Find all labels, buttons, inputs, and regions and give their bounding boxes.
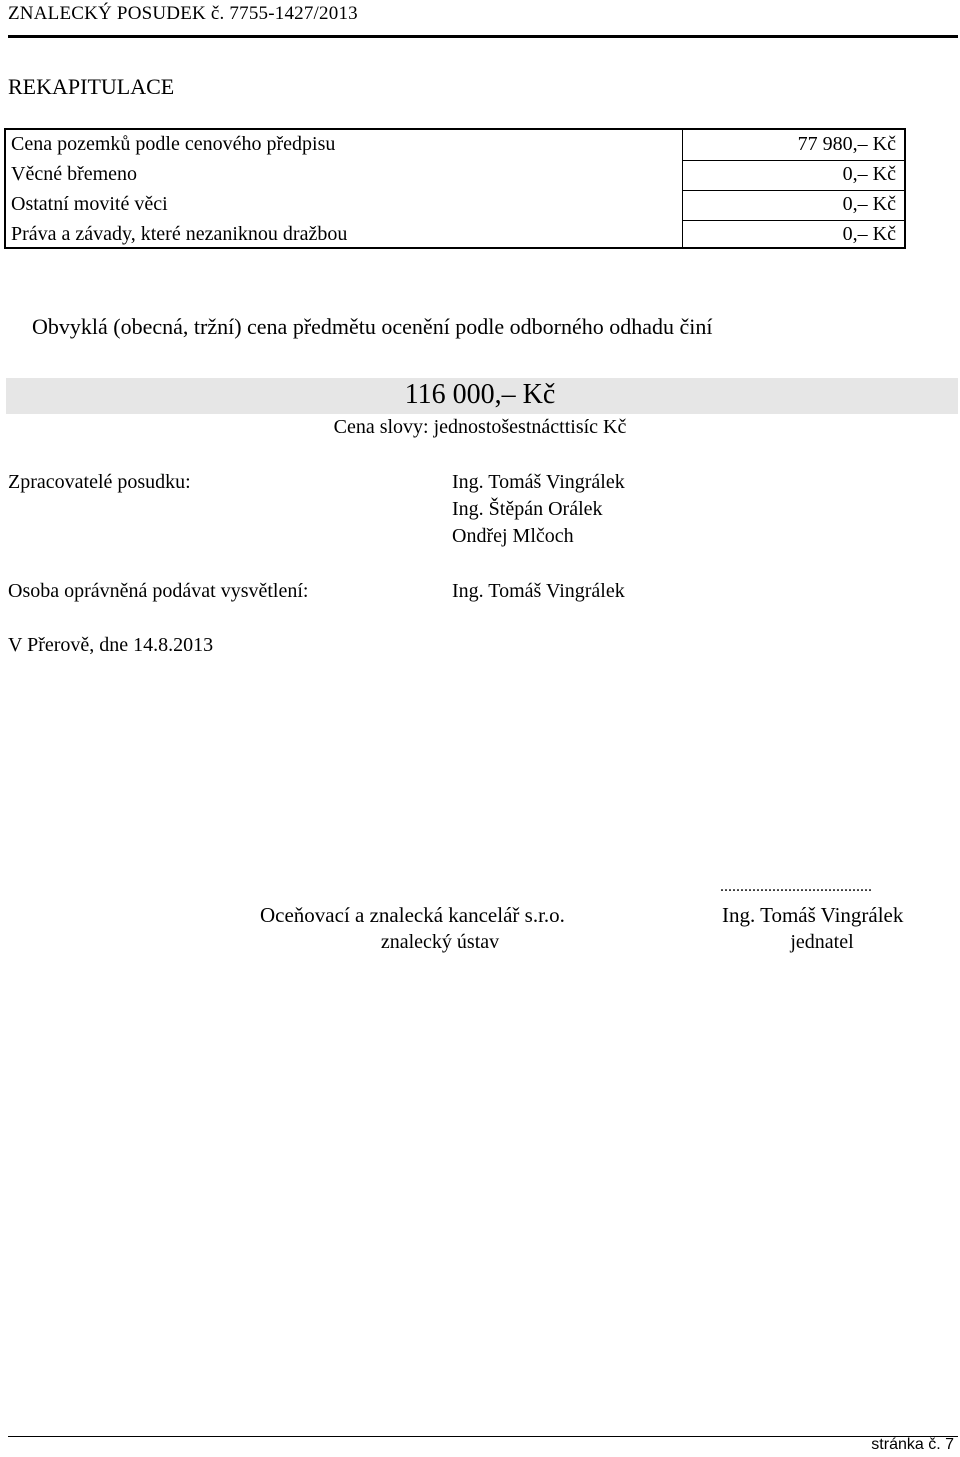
- signature-company: Oceňovací a znalecká kancelář s.r.o.: [260, 903, 565, 927]
- summary-row-label: Ostatní movité věci: [11, 193, 168, 215]
- summary-row-value: 77 980,– Kč: [797, 133, 896, 155]
- summary-row: [6, 190, 904, 220]
- processor-name: Ing. Štěpán Orálek: [452, 498, 603, 520]
- signature-dots: ......................................: [720, 878, 872, 895]
- summary-row: [6, 160, 904, 190]
- processors-label: Zpracovatelé posudku:: [8, 471, 191, 493]
- section-title: REKAPITULACE: [8, 74, 175, 99]
- processor-name: Ondřej Mlčoch: [452, 525, 574, 547]
- summary-row: [6, 130, 904, 160]
- signature-company-sub: znalecký ústav: [380, 931, 500, 953]
- summary-row-label: Cena pozemků podle cenového předpisu: [11, 133, 336, 155]
- usual-price-statement: Obvyklá (obecná, tržní) cena předmětu ocenění podle odborného odhadu činí: [32, 314, 713, 339]
- processor-name: Ing. Tomáš Vingrálek: [452, 471, 625, 493]
- summary-table: [4, 128, 906, 249]
- total-price-value: 116 000,– Kč: [404, 379, 556, 410]
- signature-person-role: jednatel: [790, 931, 854, 953]
- signature-person: Ing. Tomáš Vingrálek: [722, 903, 904, 927]
- price-in-words: Cena slovy: jednostošestnácttisíc Kč: [333, 416, 627, 438]
- document-header-title: ZNALECKÝ POSUDEK č. 7755-1427/2013: [8, 3, 358, 24]
- header-rule: [8, 35, 958, 38]
- summary-row-label: Práva a závady, které nezaniknou dražbou: [11, 223, 348, 245]
- authorized-label: Osoba oprávněná podávat vysvětlení:: [8, 580, 309, 602]
- summary-row-value: 0,– Kč: [842, 223, 896, 245]
- summary-row-value: 0,– Kč: [842, 163, 896, 185]
- place-date: V Přerově, dne 14.8.2013: [8, 634, 214, 656]
- page-number: stránka č. 7: [871, 1436, 954, 1453]
- summary-row-value: 0,– Kč: [842, 193, 896, 215]
- footer-rule: [8, 1436, 958, 1437]
- summary-row-label: Věcné břemeno: [11, 163, 138, 185]
- summary-row: [6, 220, 904, 250]
- authorized-name: Ing. Tomáš Vingrálek: [452, 580, 625, 602]
